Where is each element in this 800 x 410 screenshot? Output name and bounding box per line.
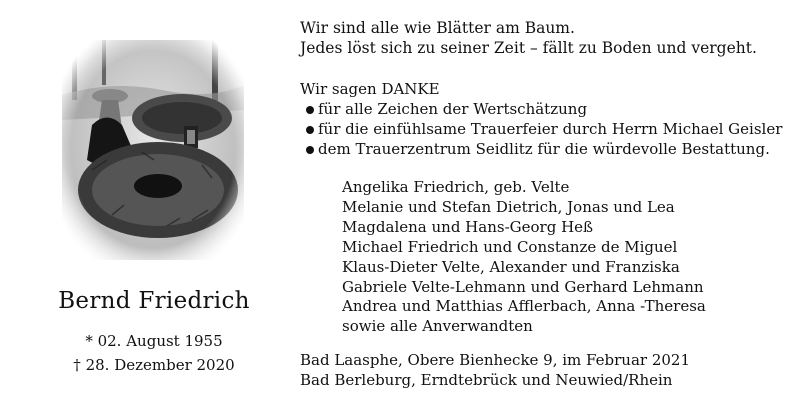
poem-line: Jedes löst sich zu seiner Zeit – fällt zu Boden und vergeht. xyxy=(300,39,757,57)
thanks-item: dem Trauerzentrum Seidlitz für die würdevolle Bestattung. xyxy=(300,139,782,159)
mourner: Melanie und Stefan Dietrich, Jonas und Lea xyxy=(342,197,675,216)
deceased-name: Bernd Friedrich xyxy=(58,288,250,314)
footer-places: Bad Berleburg, Erndtebrück und Neuwied/Rhein xyxy=(300,371,673,389)
mourner: Andrea und Matthias Afflerbach, Anna -Theresa xyxy=(342,297,706,316)
footer-address: Bad Laasphe, Obere Bienhecke 9, im Februar 2021 xyxy=(300,351,690,369)
grave-wreath-icon xyxy=(62,40,244,260)
mourner: sowie alle Anverwandten xyxy=(342,317,533,336)
thanks-item: für die einfühlsame Trauerfeier durch Herrn Michael Geisler xyxy=(300,119,782,139)
mourner: Gabriele Velte-Lehmann und Gerhard Lehmann xyxy=(342,277,704,296)
death-date: † 28. Dezember 2020 xyxy=(73,356,235,374)
birth-date: * 02. August 1955 xyxy=(85,332,223,350)
life-dates xyxy=(44,329,264,377)
poem-line: Wir sind alle wie Blätter am Baum. xyxy=(300,19,575,37)
grave-photo xyxy=(62,40,244,260)
bullet-icon xyxy=(306,106,314,114)
poem xyxy=(300,18,757,58)
footer xyxy=(300,350,690,390)
bullet-icon xyxy=(306,146,314,154)
mourner: Magdalena und Hans-Georg Heß xyxy=(342,217,594,236)
thanks-section xyxy=(300,79,782,159)
thanks-item: für alle Zeichen der Wertschätzung xyxy=(300,99,782,119)
mourners-list xyxy=(342,178,706,337)
bullet-icon xyxy=(306,126,314,134)
mourner: Michael Friedrich und Constanze de Miguel xyxy=(342,237,678,256)
mourner: Angelika Friedrich, geb. Velte xyxy=(342,178,570,196)
mourner: Klaus-Dieter Velte, Alexander und Franziska xyxy=(342,257,680,276)
thanks-heading: Wir sagen DANKE xyxy=(300,80,440,98)
